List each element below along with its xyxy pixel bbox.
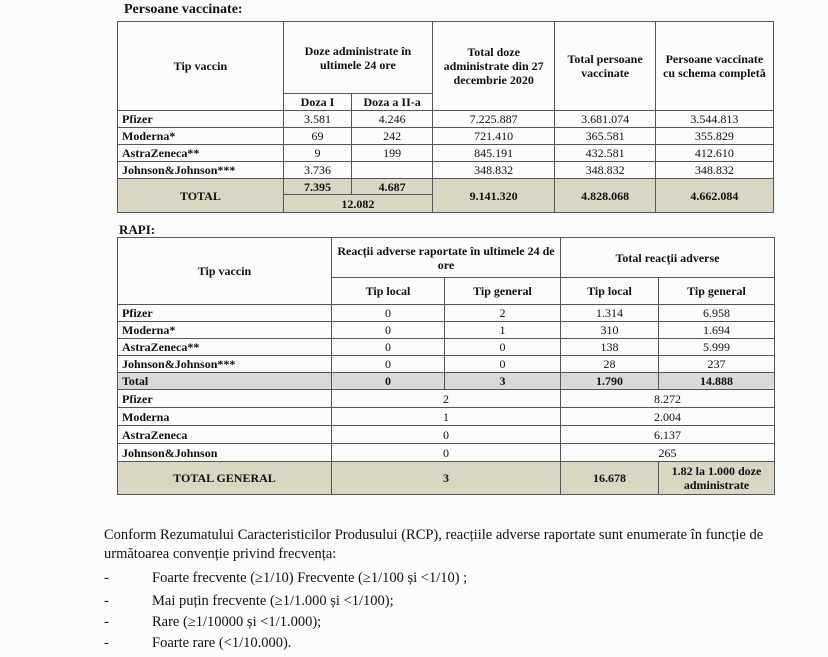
table-row — [118, 145, 774, 162]
cell: 355.829 — [655, 128, 773, 145]
table-row — [118, 444, 775, 462]
cell: 412.610 — [655, 145, 773, 162]
cell: 365.581 — [555, 128, 656, 145]
cell: 2 — [445, 305, 561, 322]
cell: 0 — [332, 305, 445, 322]
total-doze-24: 12.082 — [283, 195, 432, 213]
cell: 138 — [561, 339, 659, 356]
header-doza-2: Doza a II-a — [352, 94, 433, 111]
cell: 0 — [332, 339, 445, 356]
total-persoane: 4.828.068 — [555, 179, 656, 213]
table-row — [118, 356, 775, 373]
table-row — [118, 322, 775, 339]
row-name: AstraZeneca** — [118, 339, 332, 356]
total-schema: 4.662.084 — [655, 179, 773, 213]
cell: 0 — [332, 426, 561, 444]
list-item — [104, 613, 321, 632]
cell: 348.832 — [655, 162, 773, 179]
row-name: Moderna* — [118, 322, 332, 339]
cell: 1.694 — [659, 322, 775, 339]
total-general-label: TOTAL GENERAL — [118, 462, 332, 495]
row-name: Moderna — [118, 408, 332, 426]
header-total-persoane: Total persoane vaccinate — [555, 22, 656, 111]
cell: 69 — [283, 128, 351, 145]
header-schema-completa: Persoane vaccinate cu schema completă — [655, 22, 773, 111]
total-doza-2: 4.687 — [352, 179, 433, 195]
cell: 3.581 — [283, 111, 351, 128]
row-name: Moderna* — [118, 128, 284, 145]
table-row — [118, 162, 774, 179]
cell: 310 — [561, 322, 659, 339]
cell: 3.544.813 — [655, 111, 773, 128]
cell: 1.790 — [561, 373, 659, 390]
header-doze-24: Doze administrate în ultimele 24 ore — [283, 22, 432, 94]
cell: 0 — [332, 444, 561, 462]
cell: 8.272 — [561, 390, 775, 408]
row-name: AstraZeneca** — [118, 145, 284, 162]
cell: 242 — [352, 128, 433, 145]
table-row — [118, 111, 774, 128]
total-general-row — [118, 462, 775, 495]
subtotal-label: Total — [118, 373, 332, 390]
cell: 265 — [561, 444, 775, 462]
cell: 237 — [659, 356, 775, 373]
cell: 1.314 — [561, 305, 659, 322]
cell: 3 — [445, 373, 561, 390]
total-doza-1: 7.395 — [283, 179, 351, 195]
cell: 432.581 — [555, 145, 656, 162]
cell: 348.832 — [433, 162, 555, 179]
total-general-value: 16.678 — [561, 462, 659, 495]
total-general-24: 3 — [332, 462, 561, 495]
bullet-dash: - — [104, 570, 109, 586]
cell: 6.137 — [561, 426, 775, 444]
rcp-paragraph: Conform Rezumatului Caracteristicilor Produsului (RCP), reacțiile adverse raportate sunt enumerate în funcție de următoarea convenție privind frecvența: — [104, 527, 764, 562]
cell: 1 — [332, 408, 561, 426]
list-item — [104, 569, 467, 588]
cell: 0 — [332, 373, 445, 390]
cell: 7.225.887 — [433, 111, 555, 128]
header-local-24: Tip local — [332, 278, 445, 305]
cell: 0 — [332, 356, 445, 373]
cell: 6.958 — [659, 305, 775, 322]
header-local-total: Tip local — [561, 278, 659, 305]
rapi-table — [117, 237, 775, 495]
header-tip-vaccin-rapi: Tip vaccin — [118, 238, 332, 305]
list-item — [104, 634, 291, 653]
list-item — [104, 592, 394, 611]
table-row — [118, 339, 775, 356]
table-row — [118, 390, 775, 408]
cell — [352, 162, 433, 179]
bullet-text: Foarte frecvente (≥1/10) Frecvente (≥1/100 și <1/10) ; — [152, 570, 468, 586]
cell: 721.410 — [433, 128, 555, 145]
cell: 28 — [561, 356, 659, 373]
section-title-vaccinated: Persoane vaccinate: — [124, 2, 243, 17]
cell: 3.681.074 — [555, 111, 656, 128]
table-row — [118, 426, 775, 444]
cell: 0 — [445, 339, 561, 356]
header-total-doze: Total doze administrate din 27 decembrie 2020 — [433, 22, 555, 111]
table-row — [118, 128, 774, 145]
table-row — [118, 305, 775, 322]
cell: 348.832 — [555, 162, 656, 179]
bullet-text: Foarte rare (<1/10.000). — [152, 635, 292, 651]
cell: 199 — [352, 145, 433, 162]
cell: 4.246 — [352, 111, 433, 128]
bullet-text: Rare (≥1/10000 și <1/1.000); — [152, 614, 322, 630]
total-label: TOTAL — [118, 179, 284, 213]
cell: 9 — [283, 145, 351, 162]
header-tip-vaccin: Tip vaccin — [118, 22, 284, 111]
cell: 2.004 — [561, 408, 775, 426]
total-doze: 9.141.320 — [433, 179, 555, 213]
vaccinated-table — [117, 21, 774, 213]
header-doza-1: Doza I — [283, 94, 351, 111]
section-title-rapi: RAPI: — [119, 222, 156, 237]
header-total-reactii: Total reacții adverse — [561, 238, 775, 278]
cell: 14.888 — [659, 373, 775, 390]
header-reactii-24: Reacții adverse raportate în ultimele 24 de ore — [332, 238, 561, 278]
row-name: AstraZeneca — [118, 426, 332, 444]
header-general-total: Tip general — [659, 278, 775, 305]
total-general-rate: 1.82 la 1.000 doze administrate — [659, 462, 775, 495]
row-name: Johnson&Johnson — [118, 444, 332, 462]
total-row — [118, 179, 774, 195]
cell: 3.736 — [283, 162, 351, 179]
subtotal-row — [118, 373, 775, 390]
cell: 0 — [332, 322, 445, 339]
bullet-dash: - — [104, 593, 109, 609]
row-name: Pfizer — [118, 305, 332, 322]
row-name: Johnson&Johnson*** — [118, 356, 332, 373]
table-row — [118, 408, 775, 426]
cell: 845.191 — [433, 145, 555, 162]
bullet-text: Mai puțin frecvente (≥1/1.000 și <1/100); — [152, 593, 394, 609]
row-name: Pfizer — [118, 390, 332, 408]
cell: 2 — [332, 390, 561, 408]
row-name: Pfizer — [118, 111, 284, 128]
bullet-dash: - — [104, 614, 109, 630]
header-general-24: Tip general — [445, 278, 561, 305]
cell: 5.999 — [659, 339, 775, 356]
row-name: Johnson&Johnson*** — [118, 162, 284, 179]
cell: 1 — [445, 322, 561, 339]
cell: 0 — [445, 356, 561, 373]
bullet-dash: - — [104, 635, 109, 651]
